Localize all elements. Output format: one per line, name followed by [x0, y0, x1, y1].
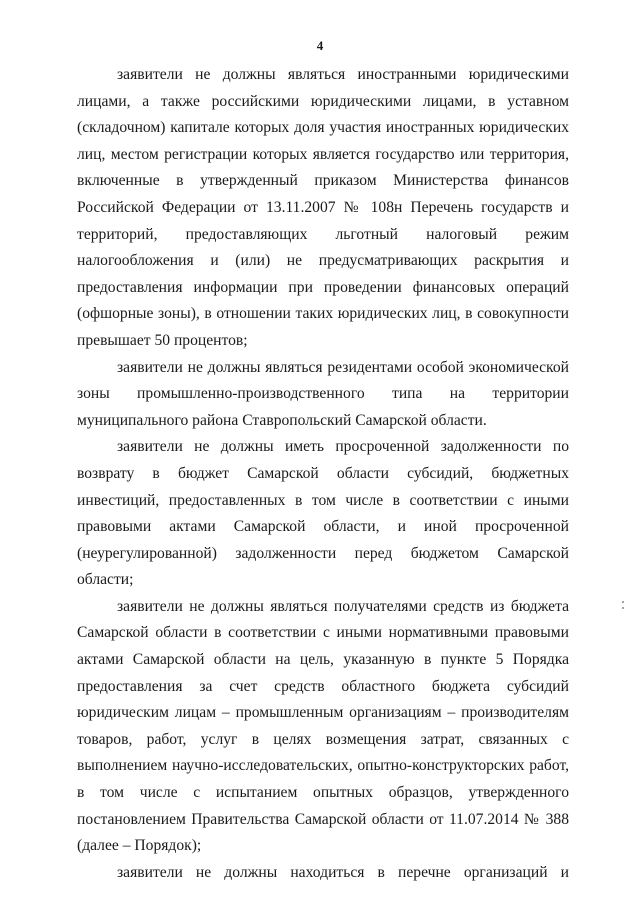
paragraph-organizations-list: заявители не должны находиться в перечне организаций и	[117, 863, 569, 881]
paragraph-budget-recipients: заявители не должны являться получателями средств из бюджета Самарской области в соответствии с иными нормативными правовыми актами Самарской области на цель, указанную в пункте 5 Порядка предоставления за счет средств областного бюджета субсидий юридическим лицам – промышленным организациям – производителям товаров, работ, услуг в целях возмещения затрат, связанных с выполнением научно-исследовательских, опытно-конструкторских работ, в том числе с испытанием опытных образцов, утвержденного постановлением Правительства Самарской области от 11.07.2014 № 388 (далее – Порядок);	[77, 597, 569, 855]
paragraph-special-economic-zone: заявители не должны являться резидентами особой экономической зоны промышленно-производственного типа на территории муниципального района Ставропольский Самарской области.	[77, 358, 569, 429]
scan-speck	[622, 601, 624, 603]
scan-speck	[622, 607, 624, 609]
paragraph-foreign-entities: заявители не должны являться иностранными юридическими лицами, а также российскими юридическими лицами, в уставном (складочном) капитале которых доля участия иностранных юридических лиц, местом регистрации которых является государство или территория, включенные в утвержденный приказом Министерства финансов Российской Федерации от 13.11.2007 № 108н Перечень государств и территорий, предоставляющих льготный налоговый режим налогообложения и (или) не предусматривающих раскрытия и предоставления информации при проведении финансовых операций (офшорные зоны), в отношении таких юридических лиц, в совокупности превышает 50 процентов;	[77, 66, 569, 349]
document-body	[77, 62, 569, 886]
page-number: 4	[316, 38, 324, 53]
paragraph-overdue-debt: заявители не должны иметь просроченной задолженности по возврату в бюджет Самарской области субсидий, бюджетных инвестиций, предоставленных в том числе в соответствии с иными правовыми актами Самарской области, и иной просроченной (неурегулированной) задолженности перед бюджетом Самарской области;	[77, 438, 569, 589]
